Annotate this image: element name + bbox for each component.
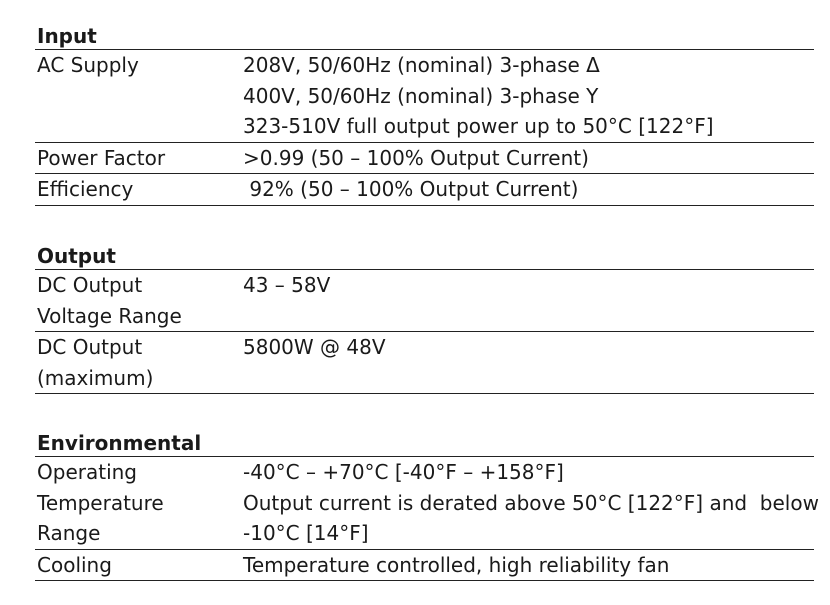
row-label xyxy=(35,143,243,174)
section-title: Environmental xyxy=(35,431,814,457)
row-value-line: -40°C – +70°C [-40°F – +158°F] xyxy=(243,460,564,484)
section-title: Input xyxy=(35,24,814,50)
row-label xyxy=(35,332,243,393)
table-row xyxy=(35,174,814,206)
row-value xyxy=(243,332,814,393)
row-value xyxy=(243,457,819,549)
row-label xyxy=(35,550,243,581)
output-section xyxy=(35,244,814,394)
row-label-line: Operating xyxy=(37,460,137,484)
row-label xyxy=(35,270,243,331)
row-value-line: 92% (50 – 100% Output Current) xyxy=(243,177,579,201)
row-label xyxy=(35,174,243,205)
row-value-line: Output current is derated above 50°C [122°F] and below xyxy=(243,490,819,515)
row-label-line: Power Factor xyxy=(37,145,166,170)
row-value-line: 323-510V full output power up to 50°C [122°F] xyxy=(243,114,714,138)
row-value-line: Temperature controlled, high reliability fan xyxy=(243,552,670,577)
row-value xyxy=(243,143,814,174)
row-value-line: 400V, 50/60Hz (nominal) 3-phase Y xyxy=(243,83,599,108)
row-value-line: 208V, 50/60Hz (nominal) 3-phase Δ xyxy=(243,53,600,77)
row-label xyxy=(35,50,243,142)
row-value-line: 43 – 58V xyxy=(243,273,331,297)
row-label-line: Voltage Range xyxy=(37,303,182,328)
table-row xyxy=(35,143,814,175)
section-title: Output xyxy=(35,244,814,270)
table-row xyxy=(35,50,814,143)
row-label xyxy=(35,457,243,549)
row-value xyxy=(243,174,814,205)
row-value-line: -10°C [14°F] xyxy=(243,521,369,545)
table-row xyxy=(35,332,814,394)
row-label-line: Efficiency xyxy=(37,177,134,201)
table-row xyxy=(35,550,814,582)
row-value xyxy=(243,270,814,331)
row-label-line: DC Output xyxy=(37,273,143,297)
row-label-line: AC Supply xyxy=(37,53,139,77)
table-row xyxy=(35,270,814,332)
row-label-line: DC Output xyxy=(37,335,143,359)
row-value xyxy=(243,50,814,142)
table-row xyxy=(35,457,819,550)
row-label-line: (maximum) xyxy=(37,365,154,390)
row-label-line: Cooling xyxy=(37,552,112,577)
row-value xyxy=(243,550,814,581)
row-value-line: 5800W @ 48V xyxy=(243,335,386,359)
input-section xyxy=(35,24,814,206)
environmental-section xyxy=(35,431,819,581)
row-label-line: Temperature xyxy=(37,490,164,515)
row-value-line: >0.99 (50 – 100% Output Current) xyxy=(243,145,589,170)
row-label-line: Range xyxy=(37,521,101,545)
